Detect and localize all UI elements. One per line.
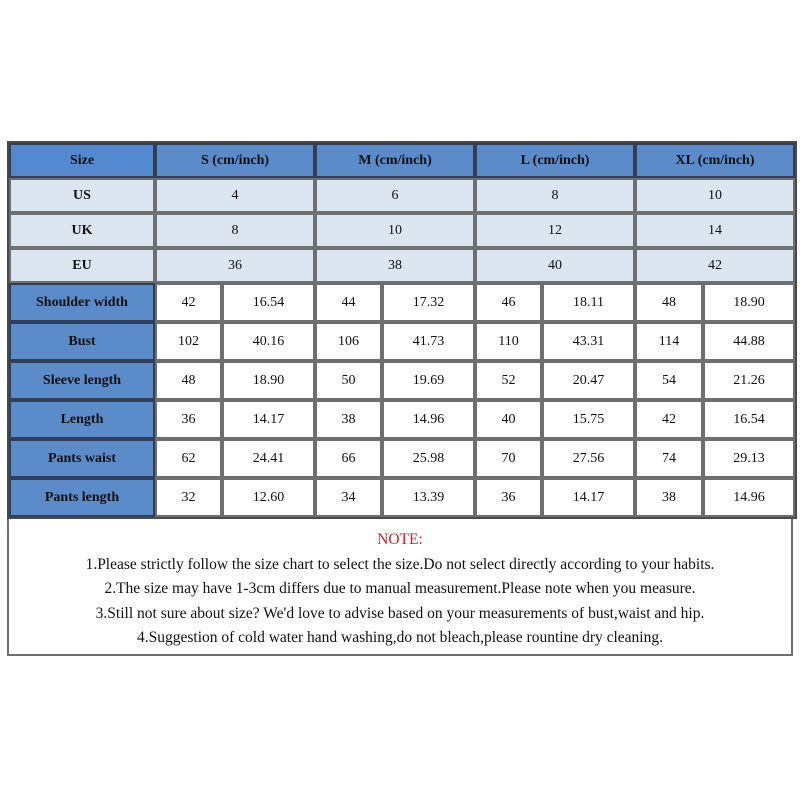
row-label: Pants waist	[9, 439, 155, 478]
measurement-row-bust	[9, 322, 795, 361]
cell: 12.60	[222, 478, 315, 517]
cell: 14.17	[222, 400, 315, 439]
cell: 48	[155, 361, 222, 400]
cell: 14.17	[542, 478, 635, 517]
cell: 41.73	[382, 322, 475, 361]
cell: 19.69	[382, 361, 475, 400]
row-label: US	[9, 178, 155, 213]
cell: 44	[315, 283, 382, 322]
cell: 25.98	[382, 439, 475, 478]
note-line-4: 4.Suggestion of cold water hand washing,do not bleach,please rountine dry cleaning.	[136, 629, 663, 646]
size-chart	[7, 141, 793, 519]
row-label: Pants length	[9, 478, 155, 517]
cell: 43.31	[542, 322, 635, 361]
cell: 14.96	[703, 478, 795, 517]
cell: 18.11	[542, 283, 635, 322]
cell: 38	[315, 400, 382, 439]
cell: 21.26	[703, 361, 795, 400]
cell: 50	[315, 361, 382, 400]
cell: 29.13	[703, 439, 795, 478]
cell: 42	[155, 283, 222, 322]
cell: 106	[315, 322, 382, 361]
row-label: UK	[9, 213, 155, 248]
cell: 16.54	[703, 400, 795, 439]
note-box	[7, 519, 793, 656]
cell: 27.56	[542, 439, 635, 478]
row-label: Bust	[9, 322, 155, 361]
cell: 114	[635, 322, 703, 361]
cell: 44.88	[703, 322, 795, 361]
conversion-row-us	[9, 178, 795, 213]
header-row	[9, 143, 795, 178]
measurement-row-pants-length	[9, 478, 795, 517]
cell: 70	[475, 439, 542, 478]
cell: 102	[155, 322, 222, 361]
size-chart-table	[7, 141, 797, 519]
row-label: Shoulder width	[9, 283, 155, 322]
note-line-3: 3.Still not sure about size? We'd love to advise based on your measurements of bust,waist and hip.	[95, 604, 705, 622]
cell: 16.54	[222, 283, 315, 322]
cell: 10	[315, 213, 475, 248]
cell: 10	[635, 178, 795, 213]
cell: 36	[475, 478, 542, 517]
cell: 13.39	[382, 478, 475, 517]
measurement-row-pants-waist	[9, 439, 795, 478]
row-label: EU	[9, 248, 155, 283]
cell: 46	[475, 283, 542, 322]
header-m: M (cm/inch)	[315, 143, 475, 178]
size-header: Size	[9, 143, 155, 178]
cell: 14.96	[382, 400, 475, 439]
cell: 20.47	[542, 361, 635, 400]
cell: 4	[155, 178, 315, 213]
cell: 110	[475, 322, 542, 361]
measurement-row-sleeve-length	[9, 361, 795, 400]
cell: 62	[155, 439, 222, 478]
cell: 15.75	[542, 400, 635, 439]
row-label: Sleeve length	[9, 361, 155, 400]
cell: 42	[635, 400, 703, 439]
cell: 66	[315, 439, 382, 478]
cell: 34	[315, 478, 382, 517]
measurement-row-length	[9, 400, 795, 439]
cell: 40	[475, 400, 542, 439]
cell: 32	[155, 478, 222, 517]
measurement-row-shoulder-width	[9, 283, 795, 322]
cell: 36	[155, 248, 315, 283]
cell: 12	[475, 213, 635, 248]
cell: 42	[635, 248, 795, 283]
header-s: S (cm/inch)	[155, 143, 315, 178]
cell: 14	[635, 213, 795, 248]
conversion-row-eu	[9, 248, 795, 283]
header-l: L (cm/inch)	[475, 143, 635, 178]
row-label: Length	[9, 400, 155, 439]
cell: 40	[475, 248, 635, 283]
cell: 8	[475, 178, 635, 213]
cell: 24.41	[222, 439, 315, 478]
note-title: NOTE:	[377, 531, 423, 548]
cell: 38	[635, 478, 703, 517]
note-line-2: 2.The size may have 1-3cm differs due to manual measurement.Please note when you measure.	[104, 580, 696, 597]
conversion-row-uk	[9, 213, 795, 248]
cell: 6	[315, 178, 475, 213]
cell: 36	[155, 400, 222, 439]
cell: 18.90	[703, 283, 795, 322]
cell: 48	[635, 283, 703, 322]
note-line-1: 1.Please strictly follow the size chart to select the size.Do not select directly according to your habits.	[85, 555, 715, 573]
cell: 52	[475, 361, 542, 400]
cell: 17.32	[382, 283, 475, 322]
cell: 38	[315, 248, 475, 283]
cell: 74	[635, 439, 703, 478]
cell: 8	[155, 213, 315, 248]
header-xl: XL (cm/inch)	[635, 143, 795, 178]
cell: 18.90	[222, 361, 315, 400]
cell: 54	[635, 361, 703, 400]
cell: 40.16	[222, 322, 315, 361]
